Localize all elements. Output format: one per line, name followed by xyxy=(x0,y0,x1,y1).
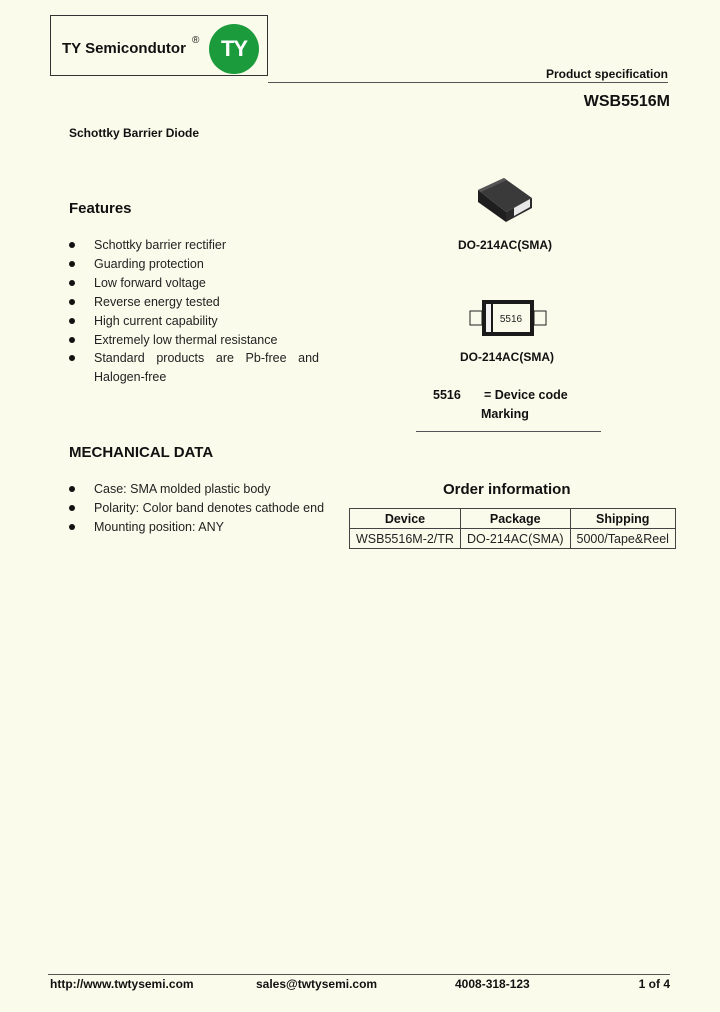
package-3d-image xyxy=(474,176,536,226)
footer-email-link[interactable]: sales@twtysemi.com xyxy=(256,977,378,991)
company-logo: TY xyxy=(209,24,259,74)
feature-item: Guarding protection xyxy=(69,255,319,274)
doc-subtitle: Schottky Barrier Diode xyxy=(69,126,200,140)
marking-divider xyxy=(416,431,601,432)
order-header-package: Package xyxy=(460,509,570,529)
mechanical-item: Polarity: Color band denotes cathode end xyxy=(69,499,339,518)
feature-item: Standard products are Pb-free and xyxy=(69,349,319,368)
company-name: TY Semicondutor xyxy=(62,40,186,57)
feature-item: Extremely low thermal resistance xyxy=(69,331,319,350)
header-divider xyxy=(268,82,668,83)
order-header-device: Device xyxy=(350,509,461,529)
order-cell-shipping: 5000/Tape&Reel xyxy=(570,529,675,549)
order-cell-package: DO-214AC(SMA) xyxy=(460,529,570,549)
device-code-desc: = Device code xyxy=(484,388,568,402)
marking-caption: DO-214AC(SMA) xyxy=(460,350,555,364)
footer-phone: 4008-318-123 xyxy=(455,977,530,991)
order-cell-device: WSB5516M-2/TR xyxy=(350,529,461,549)
feature-item: High current capability xyxy=(69,312,319,331)
feature-item: Low forward voltage xyxy=(69,274,319,293)
part-number: WSB5516M xyxy=(583,93,670,110)
features-list xyxy=(69,236,319,387)
feature-item-continuation: Halogen-free xyxy=(94,370,167,385)
order-header-shipping: Shipping xyxy=(570,509,675,529)
page-number: 1 of 4 xyxy=(638,977,670,991)
doc-type: Product specification xyxy=(545,67,668,81)
feature-item: Reverse energy tested xyxy=(69,293,319,312)
footer-url-link[interactable]: http://www.twtysemi.com xyxy=(50,977,194,991)
order-title: Order information xyxy=(443,481,571,498)
device-code-key: 5516 xyxy=(433,388,461,402)
feature-item: Schottky barrier rectifier xyxy=(69,236,319,255)
features-title: Features xyxy=(69,200,132,217)
mechanical-item: Mounting position: ANY xyxy=(69,518,339,537)
mechanical-item: Case: SMA molded plastic body xyxy=(69,480,339,499)
order-table xyxy=(349,508,676,549)
mechanical-list xyxy=(69,480,339,537)
mechanical-title: MECHANICAL DATA xyxy=(69,444,214,461)
marking-code-text: 5516 xyxy=(499,314,523,325)
footer-divider xyxy=(48,974,670,975)
registered-mark: ® xyxy=(192,35,200,46)
table-row xyxy=(350,529,676,549)
package-marking-diagram xyxy=(469,299,547,337)
marking-label: Marking xyxy=(481,407,529,421)
package-caption: DO-214AC(SMA) xyxy=(458,238,553,252)
order-header-row xyxy=(350,509,676,529)
